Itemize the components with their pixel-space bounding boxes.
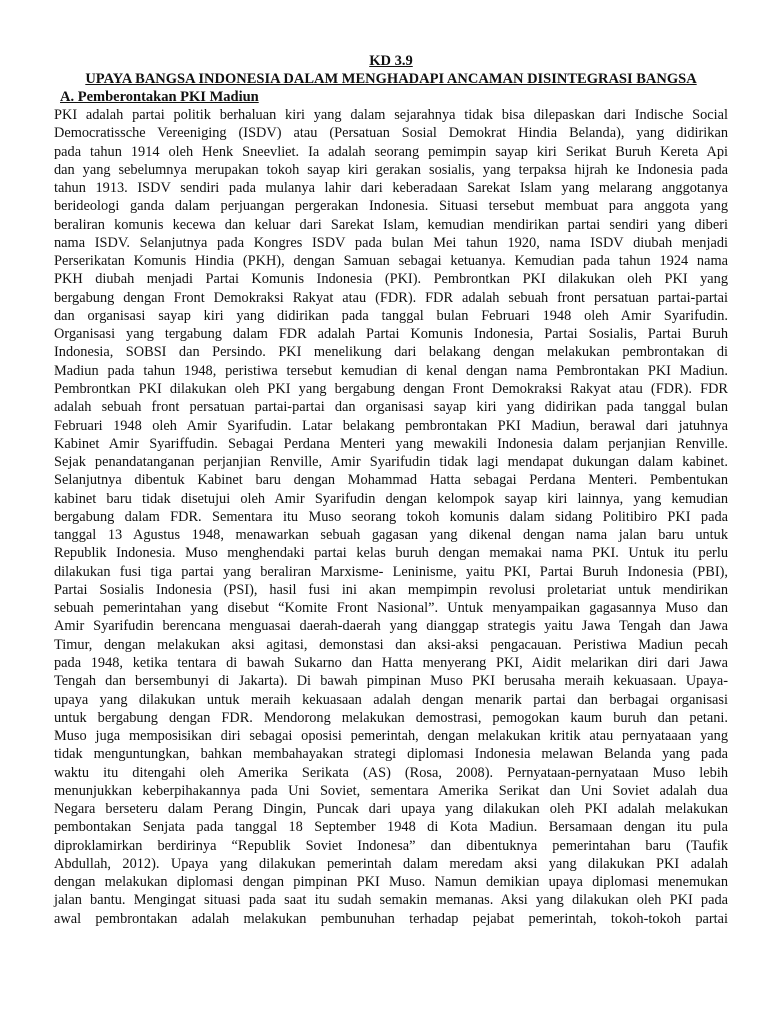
body-line: Amir Syarifudin berencana menguasai daerah-daerah yang dianggap strategis yaitu Jawa Tengah dan Jawa: [54, 618, 728, 635]
body-line: Muso juga memposisikan diri sebagai oposisi pemerintah, dengan melakukan kritik atau pernyataaan yang: [54, 728, 728, 745]
body-line: Tengah dan bersembunyi di Jakarta). Di bawah pimpinan Muso PKI berusaha meraih kekuasaan. Upaya-: [54, 673, 728, 690]
body-line: dilakukan fusi tiga partai yang beraliran Marxisme- Leninisme, yaitu PKI, Partai Buruh Indonesia (PBI),: [54, 563, 728, 580]
body-line: PKH diubah menjadi Partai Komunis Indonesia (PKI). Pembrontkan PKI dilakukan oleh PKI yang: [54, 271, 728, 288]
body-line: Madiun pada tahun 1948, peristiwa tersebut kemudian di kenal dengan nama Pembrontakan PKI Madiun.: [54, 362, 728, 379]
body-line: menunjukkan keberpihakannya pada Uni Soviet, sementara Amerika Serikat dan Uni Soviet adalah dua: [54, 782, 728, 799]
body-line: bergabung dalam FDR. Sementara itu Muso seorang tokoh komunis dalam sidang Politibiro PKI pada: [54, 508, 728, 525]
body-line: Sejak penandatanganan perjanjian Renville, Amir Syarifudin tidak lagi mendapat dukungan dalam kabinet.: [54, 454, 728, 471]
body-line: pada 1948, ketika tentara di bawah Sukarno dan Hatta menyerang PKI, Aidit melarikan diri dari Jawa: [54, 654, 728, 671]
body-line: Pembrontkan PKI dilakukan oleh PKI yang bergabung dengan Front Demokraksi Rakyat atau (FDR). FDR: [54, 380, 728, 397]
body-line: pembontakan Senjata pada tanggal 18 September 1948 di Kota Madiun. Bersamaan dengan itu pula: [54, 819, 728, 836]
body-line: jalan bantu. Mengingat situasi pada saat itu sudah semakin memanas. Aksi yang dilakukan oleh PKI pada: [54, 892, 728, 909]
kd-label: KD 3.9: [369, 53, 413, 69]
body-line: Negara berseteru dalam Perang Dingin, Puncak dari upaya yang dilakukan oleh PKI adalah melakukan: [54, 801, 728, 818]
document-title: UPAYA BANGSA INDONESIA DALAM MENGHADAPI ANCAMAN DISINTEGRASI BANGSA: [85, 71, 697, 87]
body-line: dan yang sebelumnya merupakan tokoh sayap kiri gerakan sosialis, yang terpaksa hijrah ke Indonesia pada: [54, 161, 728, 178]
body-line: Organisasi yang tergabung dalam FDR adalah Partai Komunis Indonesia, Partai Sosialis, Partai Buruh: [54, 326, 728, 343]
body-line: Democratissche Vereeniging (ISDV) atau (Persatuan Sosial Demokrat Hindia Belanda), yang didirikan: [54, 125, 728, 142]
body-line: upaya yang dilakukan untuk meraih kekuasaan adalah dengan menarik partai dan berbagai organisasi: [54, 691, 728, 708]
body-line: nama ISDV. Selanjutnya pada Kongres ISDV pada bulan Mei tahun 1920, nama ISDV diubah menjadi: [54, 234, 728, 251]
body-line: Februari 1948 oleh Amir Syarifudin. Latar belakang pembrontakan PKI Madiun, berawal dari jatuhnya: [54, 417, 728, 434]
body-line: kabinet baru tidak disetujui oleh Amir Syarifudin dengan kelompok sayap kiri lainnya, yang kemudian: [54, 490, 728, 507]
body-line: Selanjutnya dibentuk Kabinet baru dengan Mohammad Hatta sebagai Perdana Menteri. Pembentukan: [54, 472, 728, 489]
body-line: awal pembrontakan adalah melakukan pembunuhan terhadap pejabat pemerintah, tokoh-tokoh partai: [54, 910, 728, 927]
body-line: beraliran komunis kecewa dan keluar dari Sarekat Islam, kemudian mendirikan partai sendiri yang diberi: [54, 216, 728, 233]
body-line: Kabinet Amir Syariffudin. Sebagai Perdana Menteri yang mewakili Indonesia dalam perjanjian Renville.: [54, 435, 728, 452]
body-line: sebuah pemerintahan yang disebut “Komite Front Nasional”. Untuk menyampaikan gagasannya Muso dan: [54, 600, 728, 617]
body-line: Perserikatan Komunis Hindia (PKH), dengan Samuan sebagai ketuanya. Kemudian pada tahun 1924 nama: [54, 253, 728, 270]
body-line: tahun 1913. ISDV sendiri pada mulanya lahir dari keberadaan Sarekat Islam yang melarang anggotanya: [54, 180, 728, 197]
body-line: Indonesia, SOBSI dan Persindo. PKI menelikung dari belakang dengan melakukan pembrontakan di: [54, 344, 728, 361]
body-line: adalah sebuah front persatuan partai-partai dan organisasi sayap kiri yang didirikan pada tanggal bulan: [54, 399, 728, 416]
body-line: untuk bergabung dengan FDR. Mendorong melakukan demostrasi, pemogokan kaum buruh dan petani.: [54, 709, 728, 726]
body-line: pada tahun 1914 oleh Henk Sneevliet. Ia adalah seorang pemimpin sayap kiri Serikat Buruh Kereta Api: [54, 143, 728, 160]
body-line: tidak menguntungkan, bahkan membahayakan strategi diplomasi Indonesia melawan Belanda yang pada: [54, 746, 728, 763]
body-line: PKI adalah partai politik berhaluan kiri yang dalam sejarahnya tidak bisa dilepaskan dari Indische Social: [54, 107, 728, 123]
body-line: Timur, dengan melakukan aksi agitasi, demonstasi dan aksi-aksi pengacauan. Peristiwa Madiun pecah: [54, 636, 728, 653]
body-line: Partai Sosialis Indonesia (PSI), hasil fusi ini akan mempimpin revolusi proletariat untuk mendirikan: [54, 581, 728, 598]
body-line: bergabung dengan Front Demokraksi Rakyat atau (FDR). FDR adalah sebuah front persatuan partai-partai: [54, 289, 728, 306]
body-line: Abdullah, 2012). Upaya yang dilakukan pemerintah dalam meredam aksi yang dilakukan PKI adalah: [54, 855, 728, 872]
body-line: diproklamirkan berdirinya “Republik Soviet Indonesa” dan dibentuknya pemerintahan baru (Taufik: [54, 837, 728, 854]
body-line: dengan melakukan diplomasi dengan pimpinan PKI Muso. Namun demikian upaya diplomasi menemukan: [54, 874, 728, 891]
section-heading: A. Pemberontakan PKI Madiun: [60, 89, 259, 105]
body-paragraph: [54, 106, 728, 928]
body-line: waktu itu ditengahi oleh Amerika Serikata (AS) (Rosa, 2008). Pernyataan-pernyataan Muso lebih: [54, 764, 728, 781]
body-line: berideologi ganda dalam perjuangan pergerakan Indonesia. Situasi tersebut membuat para anggota yang: [54, 198, 728, 215]
document-page: [54, 52, 728, 928]
body-line: Republik Indonesia. Muso menghendaki partai kelas buruh dengan memakai nama PKI. Untuk itu perlu: [54, 545, 728, 562]
body-line: dan organisasi sayap kiri yang didirikan pada tanggal bulan Februari 1948 oleh Amir Syarifudin.: [54, 307, 728, 324]
body-line: tanggal 13 Agustus 1948, menawarkan sebuah gagasan yang dikenal dengan nama jalan baru untuk: [54, 527, 728, 544]
